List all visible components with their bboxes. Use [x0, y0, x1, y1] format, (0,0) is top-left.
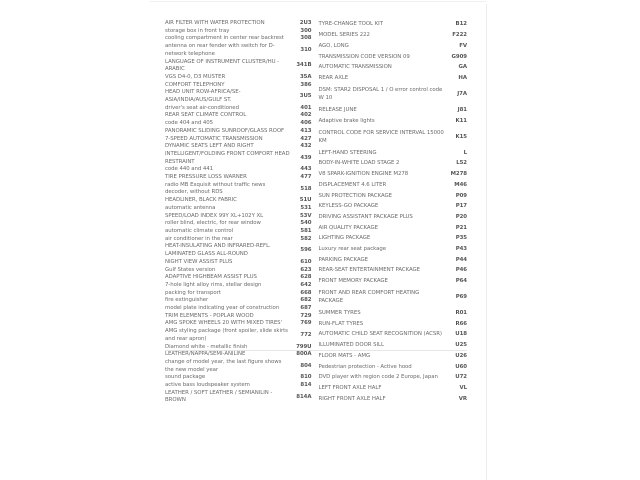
option-code: 53V	[299, 212, 312, 219]
option-code: R01	[455, 310, 467, 317]
option-code: J7A	[457, 90, 467, 97]
option-code: J81	[457, 107, 467, 113]
option-code: K11	[455, 117, 467, 124]
option-description: roller blind, electric, for rear window	[165, 220, 261, 227]
table-row	[165, 313, 314, 321]
option-code: U26	[455, 352, 467, 359]
option-description: HEAD UNIT ROW-AFRICA/SE-ASIA/INDIA/AUS/GULF ST.	[165, 89, 241, 104]
option-code: GA	[458, 64, 467, 71]
option-code: P69	[455, 294, 467, 301]
option-code: 814	[300, 382, 312, 389]
option-description: ADAPTIVE HIGHBEAM ASSIST PLUS	[165, 274, 257, 281]
table-row	[165, 290, 314, 298]
option-code: 477	[300, 174, 312, 181]
option-code: 413	[300, 127, 312, 134]
table-row	[165, 89, 314, 104]
option-code-document	[165, 20, 467, 405]
option-code: 623	[300, 266, 312, 273]
option-description: FRONT AND REAR COMFORT HEATING PACKAGE	[318, 290, 420, 304]
option-description: code 440 and 441	[165, 166, 214, 173]
option-code: P35	[455, 235, 467, 242]
table-row	[165, 35, 314, 43]
table-row	[165, 166, 314, 174]
option-code: 814A	[296, 393, 312, 400]
option-code: 642	[300, 281, 312, 288]
table-row	[165, 228, 314, 236]
option-description: change of model year, the last figure shows the new model year	[165, 358, 282, 373]
option-description: DSM: STAR2 DISPOSAL 1 / O error control code W 10	[318, 87, 443, 101]
option-description: Pedestrian protection - Active hood	[318, 363, 412, 370]
option-code: P20	[455, 213, 467, 220]
option-code: 518	[300, 185, 312, 192]
option-code: 341B	[296, 62, 312, 69]
option-description: Gulf States version	[165, 266, 216, 273]
option-description: LEFT-HAND STEERING	[318, 149, 377, 156]
option-description: model plate indicating year of construction	[165, 305, 280, 312]
option-code: M46	[454, 181, 467, 188]
option-code: 401	[300, 104, 312, 111]
option-code: 406	[300, 120, 312, 127]
bottom-divider	[165, 350, 467, 351]
option-description: HEAT-INSULATING AND INFRARED-REFL. LAMINATED GLASS ALL-ROUND	[165, 243, 271, 258]
table-row	[165, 243, 314, 258]
option-code: U18	[455, 331, 467, 338]
option-code: L52	[456, 160, 467, 167]
table-row	[165, 205, 314, 213]
page-edge-right	[486, 4, 487, 480]
table-row	[317, 383, 467, 394]
option-description: ILLUMINATED DOOR SILL	[318, 342, 384, 349]
option-code: P17	[455, 203, 467, 210]
option-code: M278	[450, 171, 467, 178]
left-option-table-body	[165, 20, 314, 405]
option-description: FRONT MEMORY PACKAGE	[318, 278, 388, 285]
table-row	[317, 287, 467, 308]
option-description: REAR-SEAT ENTERTAINMENT PACKAGE	[318, 267, 421, 274]
table-row	[165, 20, 314, 28]
option-description: DVD player with region code 2 Europe, Japan	[318, 374, 438, 381]
option-description: RUN-FLAT TYRES	[318, 320, 364, 327]
option-code: U60	[455, 363, 467, 370]
option-code: 810	[300, 374, 312, 381]
option-description: PARKING PACKAGE	[318, 256, 369, 263]
option-description: V8 SPARK-IGNITION ENGINE M278	[318, 171, 409, 178]
option-code: L	[463, 149, 467, 156]
option-description: SPEED/LOAD INDEX 99Y XL+102Y XL	[165, 212, 264, 219]
option-code: 308	[300, 35, 312, 42]
option-description: automatic climate control	[165, 227, 234, 234]
table-row	[317, 73, 467, 84]
option-description: TRANSMISSION CODE VERSION 09	[318, 53, 410, 60]
table-row	[317, 63, 467, 74]
option-description: LEATHER / SOFT LEATHER / SEMIANILIN - BROWN	[165, 389, 273, 404]
option-code: B12	[455, 21, 467, 28]
option-description: Diamond white - metallic finish	[165, 343, 248, 350]
table-row	[165, 28, 314, 36]
table-row	[317, 244, 467, 255]
table-row	[317, 212, 467, 223]
option-code: 300	[300, 27, 312, 34]
table-row	[317, 31, 467, 42]
table-row	[165, 112, 314, 120]
table-row	[317, 52, 467, 63]
option-code: 668	[300, 289, 312, 296]
table-row	[165, 297, 314, 305]
option-description: RELEASE JUNE	[318, 107, 357, 113]
table-row	[165, 259, 314, 267]
option-description: AMG SPOKE WHEELS 20 WITH MIXED TIRES'	[165, 320, 282, 327]
table-row	[317, 180, 467, 191]
option-code: 432	[300, 143, 312, 150]
option-description: Luxury rear seat package	[318, 245, 387, 252]
table-row	[165, 174, 314, 182]
table-row	[317, 309, 467, 320]
table-row	[165, 213, 314, 221]
option-description: driver's seat air-conditioned	[165, 104, 239, 111]
table-row	[165, 43, 314, 58]
option-description: RIGHT FRONT AXLE HALF	[318, 395, 386, 402]
table-row	[165, 120, 314, 128]
table-row	[165, 359, 314, 374]
option-code: P21	[455, 224, 467, 231]
option-description: radio MB Exquisit without traffic news decoder, without RDS	[165, 181, 266, 196]
option-description: DRIVING ASSISTANT PACKAGE PLUS	[318, 213, 413, 220]
option-description: KEYLESS-GO PACKAGE	[318, 203, 379, 210]
table-row	[165, 267, 314, 275]
option-code: K15	[455, 133, 467, 140]
option-description: sound package	[165, 374, 206, 381]
option-code: P64	[455, 278, 467, 285]
table-row	[317, 362, 467, 373]
option-code: 310	[300, 46, 312, 53]
option-code: U72	[455, 374, 467, 381]
option-code: R66	[455, 320, 467, 327]
option-code: 540	[300, 220, 312, 227]
option-description: LANGUAGE OF INSTRUMENT CLUSTER/HU - ARABIC	[165, 58, 280, 73]
option-description: INTELLIGENT/FOLDING FRONT COMFORT HEAD RESTRAINT	[165, 150, 290, 165]
table-row	[165, 74, 314, 82]
table-row	[165, 305, 314, 313]
option-description: REAR AXLE	[318, 74, 349, 81]
table-row	[165, 105, 314, 113]
option-code: 596	[300, 247, 312, 254]
option-code: HA	[458, 74, 467, 81]
table-row	[317, 373, 467, 384]
table-row	[317, 41, 467, 52]
option-code: 439	[300, 154, 312, 161]
option-code: P44	[455, 256, 467, 263]
option-code: F222	[452, 32, 467, 39]
option-description: AUTOMATIC TRANSMISSION	[318, 64, 392, 71]
option-description: DYNAMIC SEATS LEFT AND RIGHT	[165, 143, 254, 150]
option-code: 628	[300, 274, 312, 281]
table-row	[317, 234, 467, 245]
option-description: COMFORT TELEPHONY	[165, 81, 225, 88]
page-edge-top	[150, 1, 486, 2]
table-row	[317, 106, 467, 117]
option-description: automatic antenna	[165, 204, 216, 211]
option-description: code 404 and 405	[165, 120, 214, 127]
table-row	[317, 319, 467, 330]
option-code: 772	[300, 331, 312, 338]
table-row	[317, 255, 467, 266]
table-row	[317, 223, 467, 234]
option-code: 51U	[299, 197, 312, 204]
option-description: LEFT FRONT AXLE HALF	[318, 384, 382, 391]
table-row	[317, 330, 467, 341]
option-code: 769	[300, 320, 312, 327]
option-code: 682	[300, 297, 312, 304]
option-code: P46	[455, 267, 467, 274]
option-description: air conditioner in the rear	[165, 235, 233, 242]
table-row	[165, 197, 314, 205]
table-row	[165, 59, 314, 74]
table-row	[165, 143, 314, 151]
left-option-table	[165, 20, 314, 405]
table-row	[317, 351, 467, 362]
table-row	[317, 84, 467, 105]
option-description: 7-SPEED AUTOMATIC TRANSMISSION	[165, 135, 263, 142]
option-description: CONTROL CODE FOR SERVICE INTERVAL 15000 KM	[318, 129, 444, 144]
option-description: TRIM ELEMENTS - POPLAR WOOD	[165, 312, 254, 319]
option-code: 799U	[296, 343, 312, 350]
option-description: antenna on rear fender with switch for D-network telephone	[165, 43, 275, 57]
table-row	[165, 128, 314, 136]
option-code: VL	[459, 384, 467, 391]
table-row	[317, 266, 467, 277]
option-code: 531	[300, 204, 312, 211]
table-row	[165, 282, 314, 290]
option-code: FV	[459, 42, 467, 49]
option-code: 800A	[296, 351, 312, 358]
option-description: PANORAMIC SLIDING SUNROOF/GLASS ROOF	[165, 127, 285, 134]
table-row	[165, 328, 314, 343]
option-description: storage box in front tray	[165, 27, 230, 34]
table-row	[317, 202, 467, 213]
option-description: SUMMER TYRES	[318, 310, 361, 317]
option-code: 581	[300, 227, 312, 234]
option-code: 386	[300, 81, 312, 88]
option-description: packing for transport	[165, 289, 221, 296]
option-code: 427	[300, 135, 312, 142]
option-description: FLOOR MATS - AMG	[318, 352, 371, 359]
option-description: active bass loudspeaker system	[165, 382, 250, 389]
option-code: 2U3	[299, 20, 312, 26]
table-row	[317, 277, 467, 288]
option-description: TIRE PRESSURE LOSS WARNER	[165, 174, 247, 181]
option-code: 35A	[299, 73, 312, 80]
option-description: 7-hole light alloy rims, stellar design	[165, 281, 262, 288]
table-row	[317, 170, 467, 181]
option-description: SUN PROTECTION PACKAGE	[318, 192, 392, 199]
option-description: Adaptive brake lights	[318, 117, 375, 124]
table-row	[165, 82, 314, 90]
option-description: cooling compartment in center rear backrest	[165, 35, 284, 42]
option-description: AIR QUALITY PACKAGE	[318, 224, 378, 231]
option-code: 729	[300, 312, 312, 319]
option-description: MODEL SERIES 222	[318, 32, 370, 39]
table-row	[165, 182, 314, 197]
table-row	[165, 382, 314, 390]
option-description: DISPLACEMENT 4.6 LITER	[318, 181, 387, 188]
option-code: 804	[300, 362, 312, 369]
table-row	[317, 127, 467, 148]
right-option-table	[317, 20, 467, 405]
table-row	[317, 20, 467, 31]
right-option-table-body	[317, 20, 467, 405]
table-row	[317, 159, 467, 170]
option-code: P09	[455, 192, 467, 199]
table-row	[165, 236, 314, 244]
option-description: TYRE-CHANGE TOOL KIT	[318, 21, 383, 28]
option-code: P43	[455, 245, 467, 252]
option-code: 402	[300, 112, 312, 119]
table-row	[317, 191, 467, 202]
option-description: LEATHER/NAPPA/SEMI-ANILINE	[165, 351, 246, 358]
option-code: VR	[458, 395, 467, 402]
table-row	[165, 151, 314, 166]
option-code: 443	[300, 166, 312, 173]
table-row	[165, 136, 314, 144]
table-row	[165, 351, 314, 359]
option-code: 687	[300, 305, 312, 312]
table-row	[165, 390, 314, 405]
option-code: 3U5	[299, 93, 312, 100]
option-code: 610	[300, 258, 312, 265]
table-row	[317, 148, 467, 159]
option-description: BODY-IN-WHITE LOAD STAGE 2	[318, 160, 400, 167]
option-description: AIR FILTER WITH WATER PROTECTION	[165, 20, 265, 26]
option-code-columns	[165, 20, 467, 405]
option-description: VGS D4-0, D3 MUSTER	[165, 73, 226, 80]
option-description: REAR SEAT CLIMATE CONTROL	[165, 112, 247, 119]
option-code: 582	[300, 235, 312, 242]
option-description: AMG styling package (front spoiler, slide skirts and rear apron)	[165, 328, 288, 342]
option-code: G909	[451, 53, 467, 60]
option-description: AUTOMATIC CHILD SEAT RECOGNITION (ACSR)	[318, 331, 442, 338]
option-description: LIGHTING PACKAGE	[318, 235, 371, 242]
table-row	[165, 220, 314, 228]
table-row	[317, 394, 467, 405]
option-description: HEADLINER, BLACK FABRIC	[165, 197, 237, 204]
option-description: NIGHT VIEW ASSIST PLUS	[165, 258, 233, 265]
option-description: AGO, LONG	[318, 42, 349, 49]
table-row	[165, 374, 314, 382]
table-row	[165, 320, 314, 328]
option-description: fire extinguisher	[165, 297, 209, 304]
table-row	[317, 116, 467, 127]
table-row	[165, 274, 314, 282]
option-code: U25	[455, 342, 467, 349]
